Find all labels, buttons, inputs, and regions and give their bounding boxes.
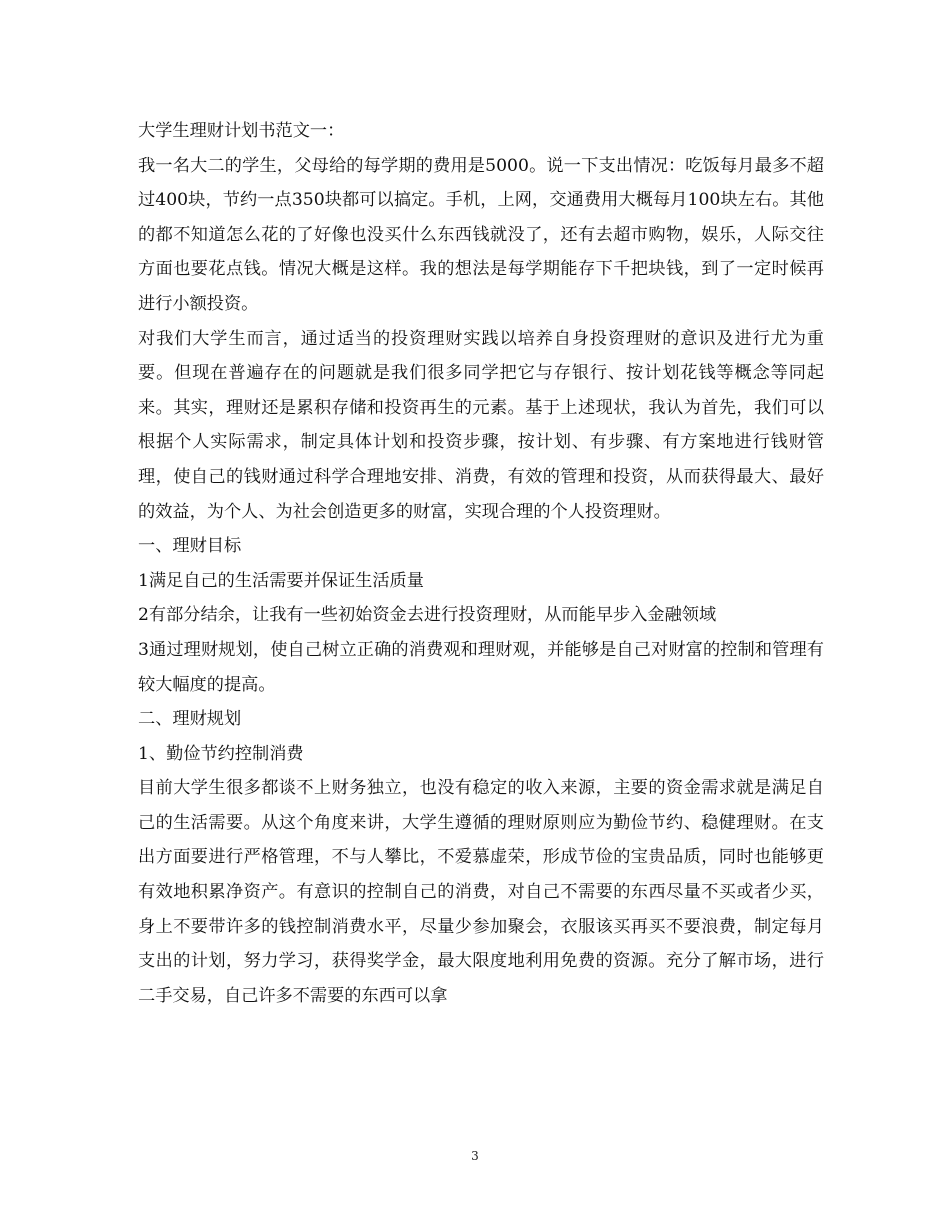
goal-item-1: 1满足自己的生活需要并保证生活质量 (138, 570, 424, 591)
page-number: 3 (471, 1149, 479, 1163)
subheading-frugality: 1、勤俭节约控制消费 (138, 743, 304, 764)
document-title: 大学生理财计划书范文一： (138, 121, 345, 141)
paragraph-importance: 对我们大学生而言，通过适当的投资理财实践以培养自身投资理财的意识及进行尤为重要。但现在普遍存在的问题就是我们很多同学把它与存银行、按计划花钱等概念等同起来。其实，理财还是累积存储和投资再生的元素。基于上述现状，我认为首先，我们可以根据个人实际需求，制定具体计划和投资步骤，按计划、有步骤、有方案地进行钱财管理，使自己的钱财通过科学合理地安排、消费，有效的管理和投资，从而获得最大、最好的效益，为个人、为社会创造更多的财富，实现合理的个人投资理财。 (138, 328, 824, 522)
goal-item-2: 2有部分结余，让我有一些初始资金去进行投资理财，从而能早步入金融领域 (138, 605, 717, 626)
document-body (138, 114, 824, 1013)
section-heading-goals: 一、理财目标 (138, 536, 242, 557)
goal-item-3: 3通过理财规划，使自己树立正确的消费观和理财观，并能够是自己对财富的控制和管理有较大幅度的提高。 (138, 639, 824, 695)
section-heading-planning: 二、理财规划 (138, 709, 242, 730)
paragraph-expenses: 我一名大二的学生，父母给的每学期的费用是5000。说一下支出情况：吃饭每月最多不超过400块，节约一点350块都可以搞定。手机，上网，交通费用大概每月100块左右。其他的都不知道怎么花的了好像也没买什么东西钱就没了，还有去超市购物，娱乐，人际交往方面也要花点钱。情况大概是这样。我的想法是每学期能存下千把块钱，到了一定时候再进行小额投资。 (138, 155, 824, 314)
paragraph-frugality: 目前大学生很多都谈不上财务独立，也没有稳定的收入来源，主要的资金需求就是满足自己的生活需要。从这个角度来讲，大学生遵循的理财原则应为勤俭节约、稳健理财。在支出方面要进行严格管理，不与人攀比，不爱慕虚荣，形成节俭的宝贵品质，同时也能够更有效地积累净资产。有意识的控制自己的消费，对自己不需要的东西尽量不买或者少买，身上不要带许多的钱控制消费水平，尽量少参加聚会，衣服该买再买不要浪费，制定每月支出的计划，努力学习，获得奖学金，最大限度地利用免费的资源。充分了解市场，进行二手交易，自己许多不需要的东西可以拿 (138, 778, 824, 1006)
